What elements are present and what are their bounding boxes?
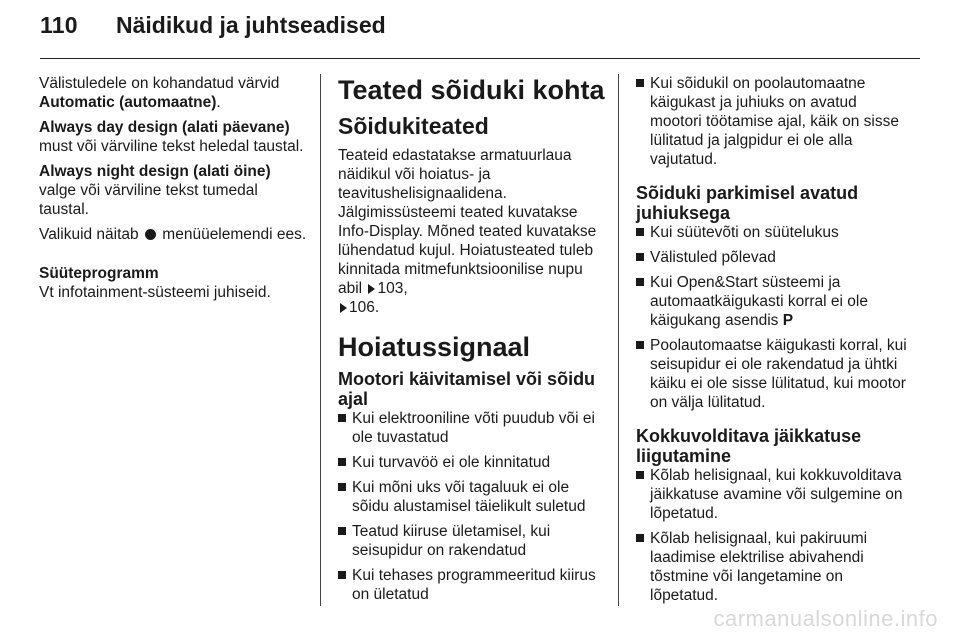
list-item-text: Kui elektrooniline võti puudub või ei ole tuvastatud <box>352 410 595 446</box>
subsection-heading-parking: Sõiduki parkimisel avatud juhiuksega <box>636 183 859 223</box>
column-divider-1 <box>320 74 321 606</box>
reference-arrow-icon <box>340 303 347 313</box>
bullet-icon <box>338 458 346 466</box>
paragraph-night-design <box>39 162 311 219</box>
bullet-icon <box>636 534 644 542</box>
option-night-design: Always night design (alati öine) <box>39 163 271 180</box>
paragraph-period: . <box>216 94 221 111</box>
option-day-design: Always day design (alati päevane) <box>39 119 290 136</box>
option-automatic: Automatic (automaatne) <box>39 94 217 111</box>
paragraph-text: valge või värviline tekst tumedal taustal. <box>39 182 258 218</box>
selection-dot-icon <box>145 229 156 240</box>
paragraph-text: menüüelemendi ees. <box>162 226 307 243</box>
list-item-text: Välistuled põlevad <box>650 249 776 266</box>
paragraph-colors <box>39 74 311 112</box>
sub-heading-ignition: Süüteprogramm <box>39 265 159 282</box>
list-item-text: Kui tehases programmeeritud kiirus on ületatud <box>352 567 596 603</box>
list-item <box>338 522 610 560</box>
paragraph-messages <box>338 146 610 317</box>
paragraph-text: Valikuid näitab <box>39 226 139 243</box>
column-divider-2 <box>618 74 619 606</box>
warning-list <box>338 409 610 604</box>
list-item <box>338 478 610 516</box>
watermark: carmanualsonline.info <box>713 606 938 631</box>
bullet-icon <box>636 341 644 349</box>
bullet-icon <box>636 278 644 286</box>
list-item <box>636 529 908 605</box>
subsection-heading-engine-start: Mootori käivitamisel või sõidu ajal <box>338 369 596 409</box>
list-item <box>636 273 908 330</box>
list-item <box>636 248 908 267</box>
gear-position-p: P <box>782 312 794 329</box>
paragraph-selection <box>39 225 311 244</box>
column-middle <box>338 74 610 610</box>
list-item-text: Teatud kiiruse ületamisel, kui seisupidur on rakendatud <box>352 523 551 559</box>
paragraph-text: Välistuledele on kohandatud värvid <box>39 75 280 92</box>
paragraph-text: Teateid edastatakse armatuurlaua näidikul või hoiatus- ja teavitushelisignaalidena. Jälgimissüsteemi teated kuvatakse Info-Display. Mõned teated kuvatakse lühendatud kujul. Hoiatusteated tuleb kinnitada mitmefunktsioonilise nupu abil <box>338 147 597 297</box>
list-item-text: Kõlab helisignaal, kui kokkuvolditava jäikkatuse avamine või sulgemine on lõpetatud. <box>650 467 903 522</box>
list-item-text: Kui turvavöö ei ole kinnitatud <box>352 454 551 471</box>
subsection-heading-folding-roof: Kokkuvolditava jäikkatuse liigutamine <box>636 426 862 466</box>
list-item-text: Kui süütevõti on süütelukus <box>650 224 839 241</box>
section-title-vehicle-messages: Teated sõiduki kohta <box>338 75 605 105</box>
section-heading-vehicle-messages: Sõidukiteated <box>338 113 489 139</box>
list-item <box>636 336 908 412</box>
list-item <box>338 566 610 604</box>
page-header-title: Näidikud ja juhtseadised <box>116 12 386 38</box>
paragraph-day-design <box>39 118 311 156</box>
paragraph-text: must või värviline tekst heledal taustal. <box>39 138 304 155</box>
bullet-icon <box>636 228 644 236</box>
list-item-text: Kui sõidukil on poolautomaatne käigukast ja juhiuks on avatud mootori töötamise ajal, käik on sisse lülitatud ja jalgpidur ei ole alla vajutatud. <box>650 75 899 168</box>
parking-list <box>636 223 908 412</box>
bullet-icon <box>636 253 644 261</box>
list-item <box>636 466 908 523</box>
column-right <box>636 74 908 611</box>
list-item <box>636 74 908 169</box>
bullet-icon <box>338 483 346 491</box>
bullet-icon <box>636 79 644 87</box>
section-title-warning-chimes: Hoiatussignaal <box>338 332 531 362</box>
list-item <box>636 223 908 242</box>
warning-list-continued <box>636 74 908 169</box>
page-number: 110 <box>40 12 78 38</box>
list-item-text: Poolautomaatse käigukasti korral, kui seisupidur ei ole rakendatud ja ühtki käiku ei ole sisse lülitatud, kui mootor on välja lülitatud. <box>650 337 907 411</box>
bullet-icon <box>338 527 346 535</box>
page-reference[interactable]: 106. <box>349 299 380 316</box>
reference-arrow-icon <box>368 284 375 294</box>
bullet-icon <box>338 414 346 422</box>
list-item-text: Kõlab helisignaal, kui pakiruumi laadimise elektrilise abivahendi tõstmine või langetamine on lõpetatud. <box>650 530 868 604</box>
paragraph-infotainment: Vt infotainment-süsteemi juhiseid. <box>39 284 271 301</box>
list-item <box>338 409 610 447</box>
list-item-text: Kui Open&Start süsteemi ja automaatkäigukasti korral ei ole käigukang asendis <box>650 274 868 329</box>
column-left <box>39 74 311 302</box>
list-item-text: Kui mõni uks või tagaluuk ei ole sõidu alustamisel täielikult suletud <box>352 479 586 515</box>
bullet-icon <box>636 471 644 479</box>
header-divider <box>40 58 920 59</box>
page-reference[interactable]: 103, <box>377 280 408 297</box>
list-item <box>338 453 610 472</box>
folding-roof-list <box>636 466 908 605</box>
bullet-icon <box>338 571 346 579</box>
